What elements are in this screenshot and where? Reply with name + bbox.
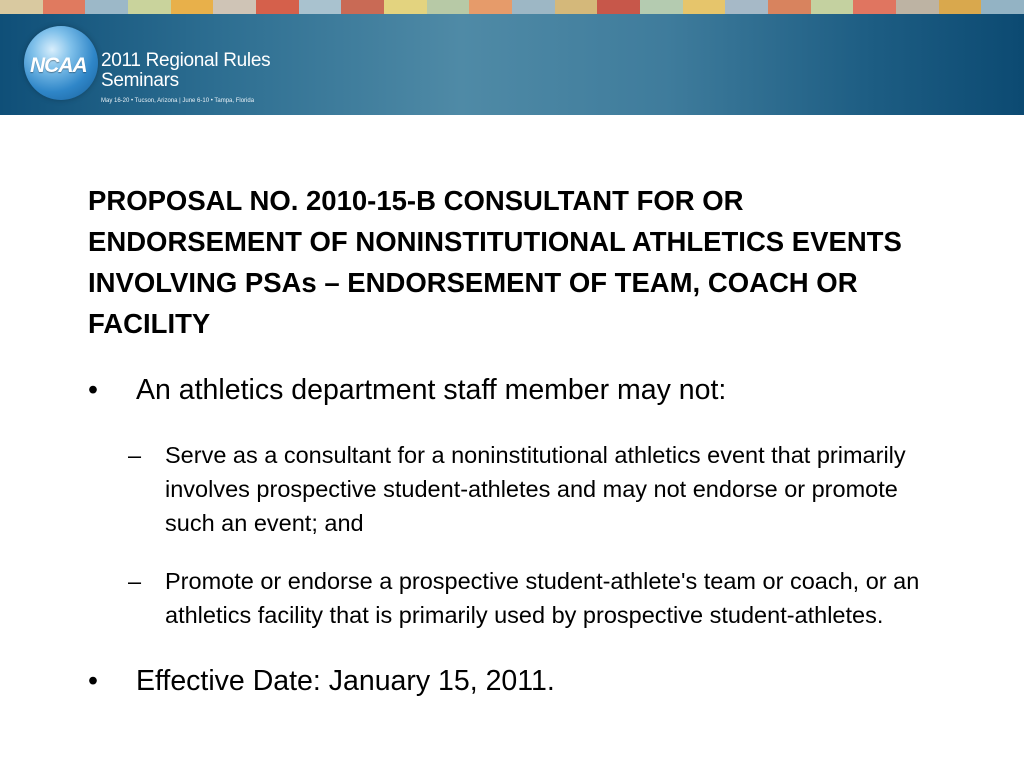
stripe-segment bbox=[171, 0, 214, 14]
stripe-segment bbox=[939, 0, 982, 14]
stripe-segment bbox=[768, 0, 811, 14]
stripe-segment bbox=[896, 0, 939, 14]
sub-bullet-marker: – bbox=[128, 568, 142, 594]
sub-bullet-text: Promote or endorse a prospective student-athlete's team or coach, or an athletics facility that is primarily used by prospective student-athletes. bbox=[165, 568, 920, 628]
stripe-segment bbox=[725, 0, 768, 14]
stripe-segment bbox=[213, 0, 256, 14]
stripe-segment bbox=[853, 0, 896, 14]
stripe-segment bbox=[683, 0, 726, 14]
stripe-segment bbox=[597, 0, 640, 14]
slide-title: PROPOSAL NO. 2010-15-B CONSULTANT FOR OR ENDORSEMENT OF NONINSTITUTIONAL ATHLETICS EVENTS INVOLVING PSAs – ENDORSEMENT OF TEAM, COACH OR FACILITY bbox=[88, 185, 902, 339]
stripe-segment bbox=[341, 0, 384, 14]
stripe-segment bbox=[384, 0, 427, 14]
slide-body bbox=[88, 368, 938, 703]
stripe-segment bbox=[43, 0, 86, 14]
stripe-segment bbox=[299, 0, 342, 14]
color-stripe bbox=[0, 0, 1024, 14]
stripe-segment bbox=[427, 0, 470, 14]
sub-bullet-text: Serve as a consultant for a noninstitutional athletics event that primarily involves prospective student-athletes and may not endorse or promote such an event; and bbox=[165, 442, 906, 536]
bullet-text: Effective Date: January 15, 2011. bbox=[136, 665, 555, 697]
event-title-line2: Seminars bbox=[101, 70, 179, 91]
header-banner bbox=[0, 14, 1024, 115]
stripe-segment bbox=[555, 0, 598, 14]
sub-bullet-item bbox=[88, 438, 938, 540]
stripe-segment bbox=[128, 0, 171, 14]
stripe-segment bbox=[640, 0, 683, 14]
bullet-item bbox=[88, 368, 938, 412]
event-title bbox=[101, 51, 270, 91]
stripe-segment bbox=[0, 0, 43, 14]
bullet-marker: • bbox=[88, 665, 98, 697]
stripe-segment bbox=[512, 0, 555, 14]
ncaa-logo-text: NCAA bbox=[30, 54, 87, 77]
sub-bullet-item bbox=[88, 564, 938, 632]
bullet-marker: • bbox=[88, 374, 98, 406]
stripe-segment bbox=[469, 0, 512, 14]
event-title-line1: 2011 Regional Rules bbox=[101, 50, 271, 71]
stripe-segment bbox=[256, 0, 299, 14]
bullet-item bbox=[88, 659, 938, 703]
stripe-segment bbox=[981, 0, 1024, 14]
event-details: May 16-20 • Tucson, Arizona | June 6-10 • Tampa, Florida bbox=[101, 98, 255, 104]
stripe-segment bbox=[85, 0, 128, 14]
sub-bullet-marker: – bbox=[128, 442, 142, 468]
stripe-segment bbox=[811, 0, 854, 14]
bullet-text: An athletics department staff member may not: bbox=[136, 374, 727, 406]
